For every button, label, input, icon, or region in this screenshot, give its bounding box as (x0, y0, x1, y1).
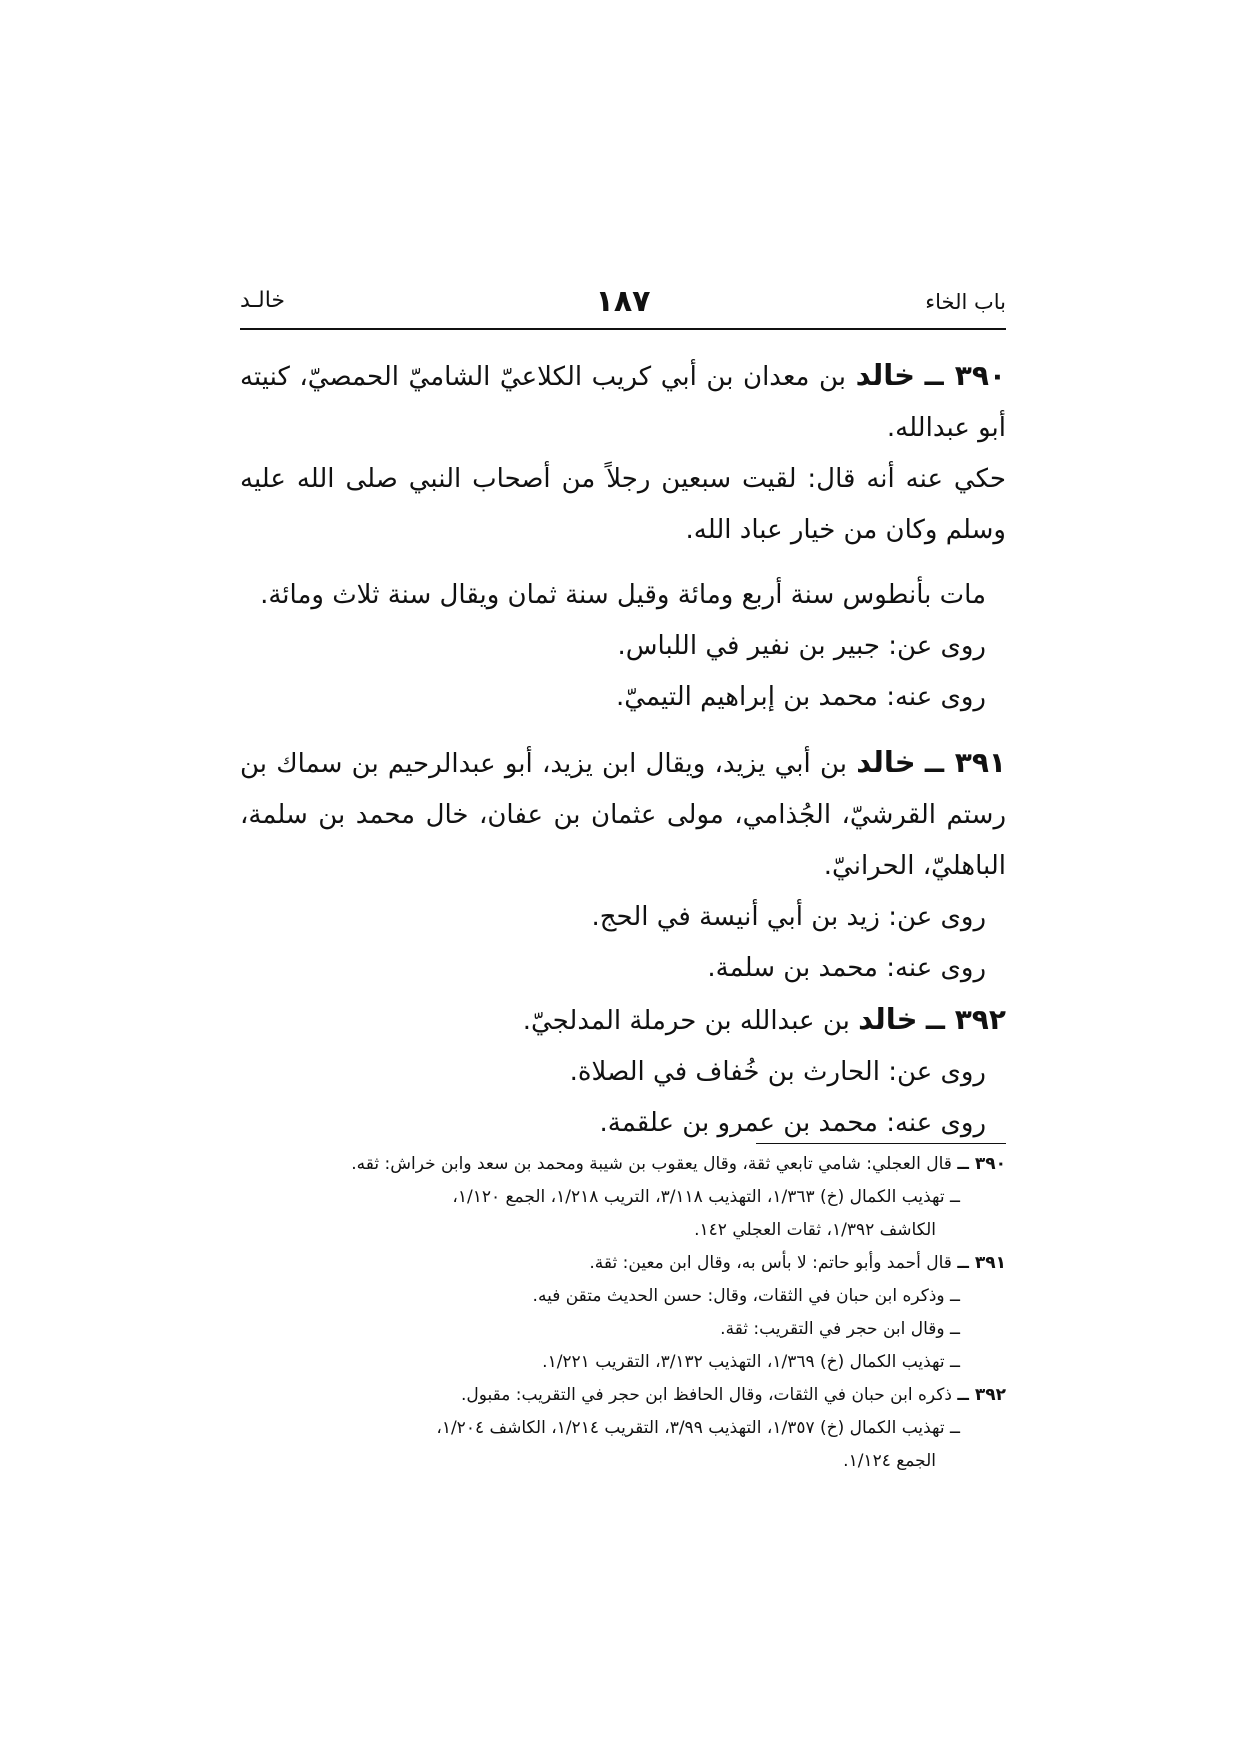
main-text (240, 350, 1006, 1149)
entry-391-narrated-from: روى عن: زيد بن أبي أنيسة في الحج. (591, 902, 986, 932)
running-header (240, 284, 1006, 324)
entry-number: ٣٩٠ ــ (924, 359, 1007, 392)
footnote-text: قال العجلي: شامي تابعي ثقة، وقال يعقوب بن شيبة ومحمد بن سعد وابن خراش: ثقه. (351, 1154, 952, 1174)
entry-390-narrated-by: روى عنه: محمد بن إبراهيم التيميّ. (616, 682, 986, 712)
entry-390-heading (240, 350, 1006, 454)
entry-number: ٣٩٢ ــ (925, 1003, 1006, 1036)
footnote-text: ذكره ابن حبان في الثقات، وقال الحافظ ابن حجر في التقريب: مقبول. (460, 1385, 952, 1405)
entry-text: بن عبدالله بن حرملة المدلجيّ. (522, 1006, 850, 1036)
entry-name: خالد (856, 745, 916, 779)
footnote-text: قال أحمد وأبو حاتم: لا بأس به، وقال ابن معين: ثقة. (589, 1253, 952, 1273)
footnote-390-refs: ــ تهذيب الكمال (خ) ١/٣٦٣، التهذيب ٣/١١٨، التريب ١/٢١٨، الجمع ١/١٢٠، (452, 1187, 960, 1207)
footnote-392-refs: ــ تهذيب الكمال (خ) ١/٣٥٧، التهذيب ٣/٩٩، التقريب ١/٢١٤، الكاشف ١/٢٠٤، (436, 1418, 960, 1438)
entry-name: خالد (855, 358, 915, 392)
footnote-391 (222, 1247, 1006, 1280)
entry-text: بن أبي يزيد، ويقال ابن يزيد، أبو عبدالرحيم بن سماك بن رستم القرشيّ، الجُذامي، مولى عثمان بن عفان، خال محمد بن سلمة، الباهليّ، الحرانيّ. (240, 749, 1006, 881)
entry-390-text: حكي عنه أنه قال: لقيت سبعين رجلاً من أصحاب النبي صلى الله عليه وسلم وكان من خيار عباد الله. (240, 464, 1006, 545)
footnotes (222, 1148, 1006, 1478)
header-rule (240, 328, 1006, 330)
header-entry-name: خالـد (240, 288, 285, 313)
footnote-391-line3: ــ وقال ابن حجر في التقريب: ثقة. (720, 1319, 960, 1339)
footnote-number: ٣٩٠ ــ (957, 1154, 1006, 1174)
header-chapter-title: باب الخاء (925, 290, 1006, 314)
page-number: ١٨٧ (595, 284, 651, 319)
entry-390-narrated-from: روى عن: جبير بن نفير في اللباس. (617, 631, 986, 661)
footnote-390-refs-cont: الكاشف ١/٣٩٢، ثقات العجلي ١٤٢. (694, 1220, 936, 1240)
footnote-number: ٣٩٢ ــ (957, 1385, 1006, 1405)
entry-name: خالد (858, 1002, 918, 1036)
entry-392-narrated-by: روى عنه: محمد بن عمرو بن علقمة. (599, 1108, 986, 1138)
footnote-390 (222, 1148, 1006, 1181)
footnote-392-refs-cont: الجمع ١/١٢٤. (843, 1451, 936, 1471)
footnote-391-refs: ــ تهذيب الكمال (خ) ١/٣٦٩، التهذيب ٣/١٣٢، التقريب ١/٢٢١. (542, 1352, 960, 1372)
entry-390-death: مات بأنطوس سنة أربع ومائة وقيل سنة ثمان ويقال سنة ثلاث ومائة. (260, 580, 986, 610)
entry-392-heading (240, 994, 1006, 1047)
entry-number: ٣٩١ ــ (924, 746, 1007, 779)
footnote-391-line2: ــ وذكره ابن حبان في الثقات، وقال: حسن الحديث متقن فيه. (532, 1286, 960, 1306)
footnote-rule (756, 1143, 1006, 1144)
entry-392-narrated-from: روى عن: الحارث بن خُفاف في الصلاة. (569, 1057, 986, 1087)
entry-391-heading (240, 737, 1006, 892)
footnote-392 (222, 1379, 1006, 1412)
footnote-number: ٣٩١ ــ (957, 1253, 1006, 1273)
entry-391-narrated-by: روى عنه: محمد بن سلمة. (707, 953, 986, 983)
entry-text: بن معدان بن أبي كريب الكلاعيّ الشاميّ الحمصيّ، كنيته أبو عبدالله. (240, 362, 1006, 443)
